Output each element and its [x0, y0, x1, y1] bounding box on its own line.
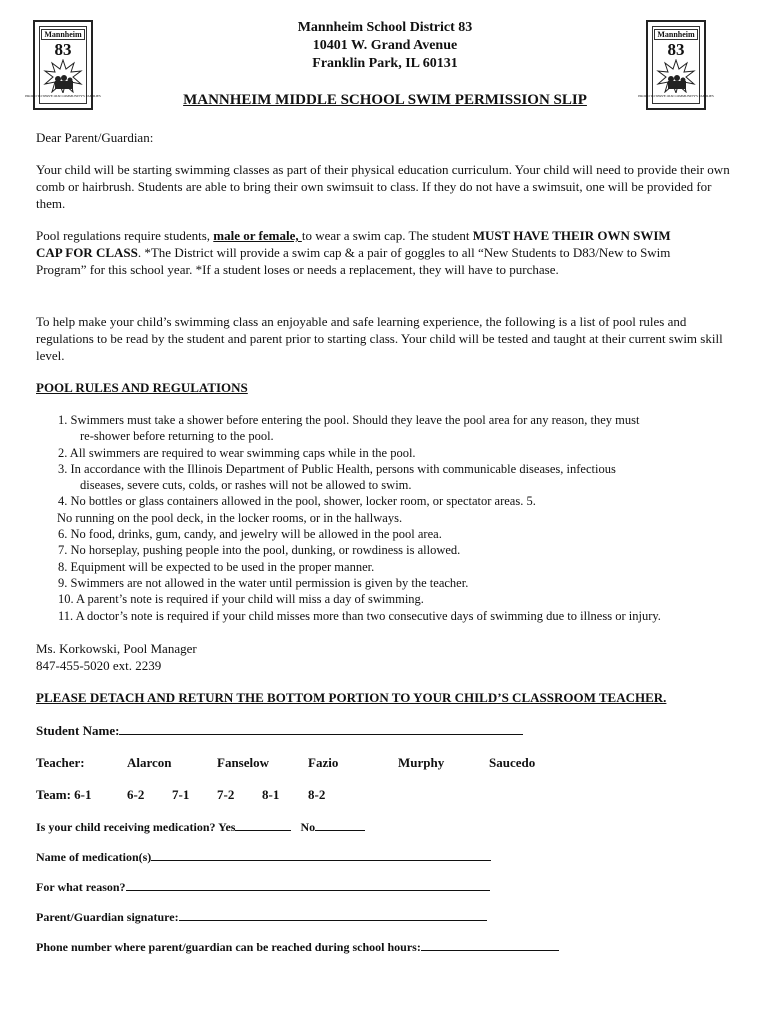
- logo-name: Mannheim: [654, 29, 697, 40]
- medication-row: [36, 818, 365, 836]
- rule-7: 7. No horseplay, pushing people into the pool, dunking, or rowdiness is allowed.: [58, 543, 461, 558]
- phone-field[interactable]: [421, 938, 559, 951]
- logo-number: 83: [54, 40, 72, 59]
- teacher-option[interactable]: Fazio: [308, 755, 339, 770]
- rule-1: 1. Swimmers must take a shower before entering the pool. Should they leave the pool area for any reason, they must: [58, 413, 640, 427]
- swim-cap-paragraph: [36, 227, 686, 278]
- team-option[interactable]: 6-2: [127, 787, 145, 802]
- medication-name-field[interactable]: [151, 848, 491, 861]
- phone-row: [36, 938, 559, 956]
- district-name: Mannheim School District 83: [297, 20, 473, 35]
- rule-2: 2. All swimmers are required to wear swimming caps while in the pool.: [58, 445, 416, 460]
- guardian-signature-label: Parent/Guardian signature:: [36, 910, 179, 924]
- logo-name: Mannheim: [41, 29, 84, 40]
- phone-label: Phone number where parent/guardian can be reached during school hours:: [36, 940, 421, 954]
- reason-label: For what reason?: [36, 880, 126, 894]
- guardian-signature-row: [36, 908, 487, 926]
- guardian-signature-field[interactable]: [179, 908, 487, 921]
- team-option[interactable]: 7-1: [172, 787, 190, 802]
- rule-1-continued: re-shower before returning to the pool.: [80, 429, 274, 444]
- team-option[interactable]: 8-2: [308, 787, 326, 802]
- swim-cap-text-e: . *The District will provide a swim cap & a pair of goggles to all “New Students to D83/New to Swim Program” for this school year. *If a student loses or needs a replacement, they will have to purchase.: [36, 245, 671, 277]
- swim-cap-text-c: to wear a swim cap. The student: [301, 228, 473, 243]
- medication-no-field[interactable]: [315, 818, 365, 831]
- rule-11: 11. A doctor’s note is required if your child misses more than two consecutive days of swimming due to illness or injury.: [58, 608, 661, 623]
- teacher-option[interactable]: Fanselow: [217, 755, 269, 770]
- swim-cap-emphasis: male or female,: [213, 228, 302, 243]
- medication-name-label: Name of medication(s): [36, 850, 152, 864]
- rule-3-continued: diseases, severe cuts, colds, or rashes will not be allowed to swim.: [80, 478, 412, 493]
- student-name-label: Student Name:: [36, 723, 120, 738]
- team-label[interactable]: Team: 6-1: [36, 787, 92, 802]
- rule-6: 6. No food, drinks, gum, candy, and jewelry will be allowed in the pool area.: [58, 527, 442, 542]
- greeting: Dear Parent/Guardian:: [36, 130, 154, 145]
- team-option[interactable]: 8-1: [262, 787, 280, 802]
- teacher-option[interactable]: Alarcon: [127, 755, 172, 770]
- medication-yes-field[interactable]: [235, 818, 291, 831]
- swim-cap-text-a: Pool regulations require students,: [36, 228, 214, 243]
- logo-number: 83: [667, 40, 685, 59]
- team-option[interactable]: 7-2: [217, 787, 235, 802]
- rule-9: 9. Swimmers are not allowed in the water until permission is given by the teacher.: [58, 575, 469, 590]
- rule-4: 4. No bottles or glass containers allowed in the pool, shower, locker room, or spectator areas. 5.: [58, 494, 536, 509]
- rule-5: No running on the pool deck, in the locker rooms, or in the hallways.: [57, 510, 403, 525]
- rule-10: 10. A parent’s note is required if your child will miss a day of swimming.: [58, 592, 424, 607]
- pool-manager-name: Ms. Korkowski, Pool Manager: [36, 641, 197, 656]
- rule-8: 8. Equipment will be expected to be used in the proper manner.: [58, 559, 375, 574]
- teacher-option[interactable]: Saucedo: [489, 755, 536, 770]
- pool-manager-phone: 847-455-5020 ext. 2239: [36, 658, 162, 673]
- district-street: 10401 W. Grand Avenue: [312, 38, 458, 53]
- student-name-row: [36, 722, 523, 739]
- medication-no-label: No: [300, 820, 316, 834]
- intro-paragraph: Your child will be starting swimming classes as part of their physical education curriculum. Your child will need to provide their own comb or hairbrush. Students are able to bring their own swimsuit to class. If they do not have a swimsuit, one will be provided for them.: [36, 162, 730, 211]
- teacher-label: Teacher:: [36, 755, 85, 770]
- page-title: MANNHEIM MIDDLE SCHOOL SWIM PERMISSION SLIP: [183, 92, 587, 108]
- reason-field[interactable]: [126, 878, 490, 891]
- medication-question: Is your child receiving medication? Yes: [36, 820, 236, 834]
- rules-list: [58, 412, 748, 624]
- learning-paragraph: To help make your child’s swimming class an enjoyable and safe learning experience, the following is a list of pool rules and regulations to be read by the student and parent prior to starting class. Your child will be tested and taught at their current swim skill level.: [36, 314, 723, 363]
- teacher-option[interactable]: Murphy: [398, 755, 445, 770]
- logo-footer: PROUD TO SERVE OUR COMMUNITY'S FAMILIES: [25, 94, 101, 98]
- district-city: Franklin Park, IL 60131: [312, 56, 458, 71]
- rule-3: 3. In accordance with the Illinois Department of Public Health, persons with communicable diseases, infectious: [58, 461, 616, 476]
- rules-heading: POOL RULES AND REGULATIONS: [36, 380, 248, 395]
- reason-row: [36, 878, 490, 896]
- logo-footer: PROUD TO SERVE OUR COMMUNITY'S FAMILIES: [638, 94, 714, 98]
- detach-notice: PLEASE DETACH AND RETURN THE BOTTOM PORTION TO YOUR CHILD’S CLASSROOM TEACHER.: [36, 690, 667, 705]
- swim-cap-requirement: MUST HAVE THEIR OWN SWIM CAP FOR CLASS: [36, 228, 671, 260]
- medication-name-row: [36, 848, 491, 866]
- student-name-field[interactable]: [119, 722, 523, 735]
